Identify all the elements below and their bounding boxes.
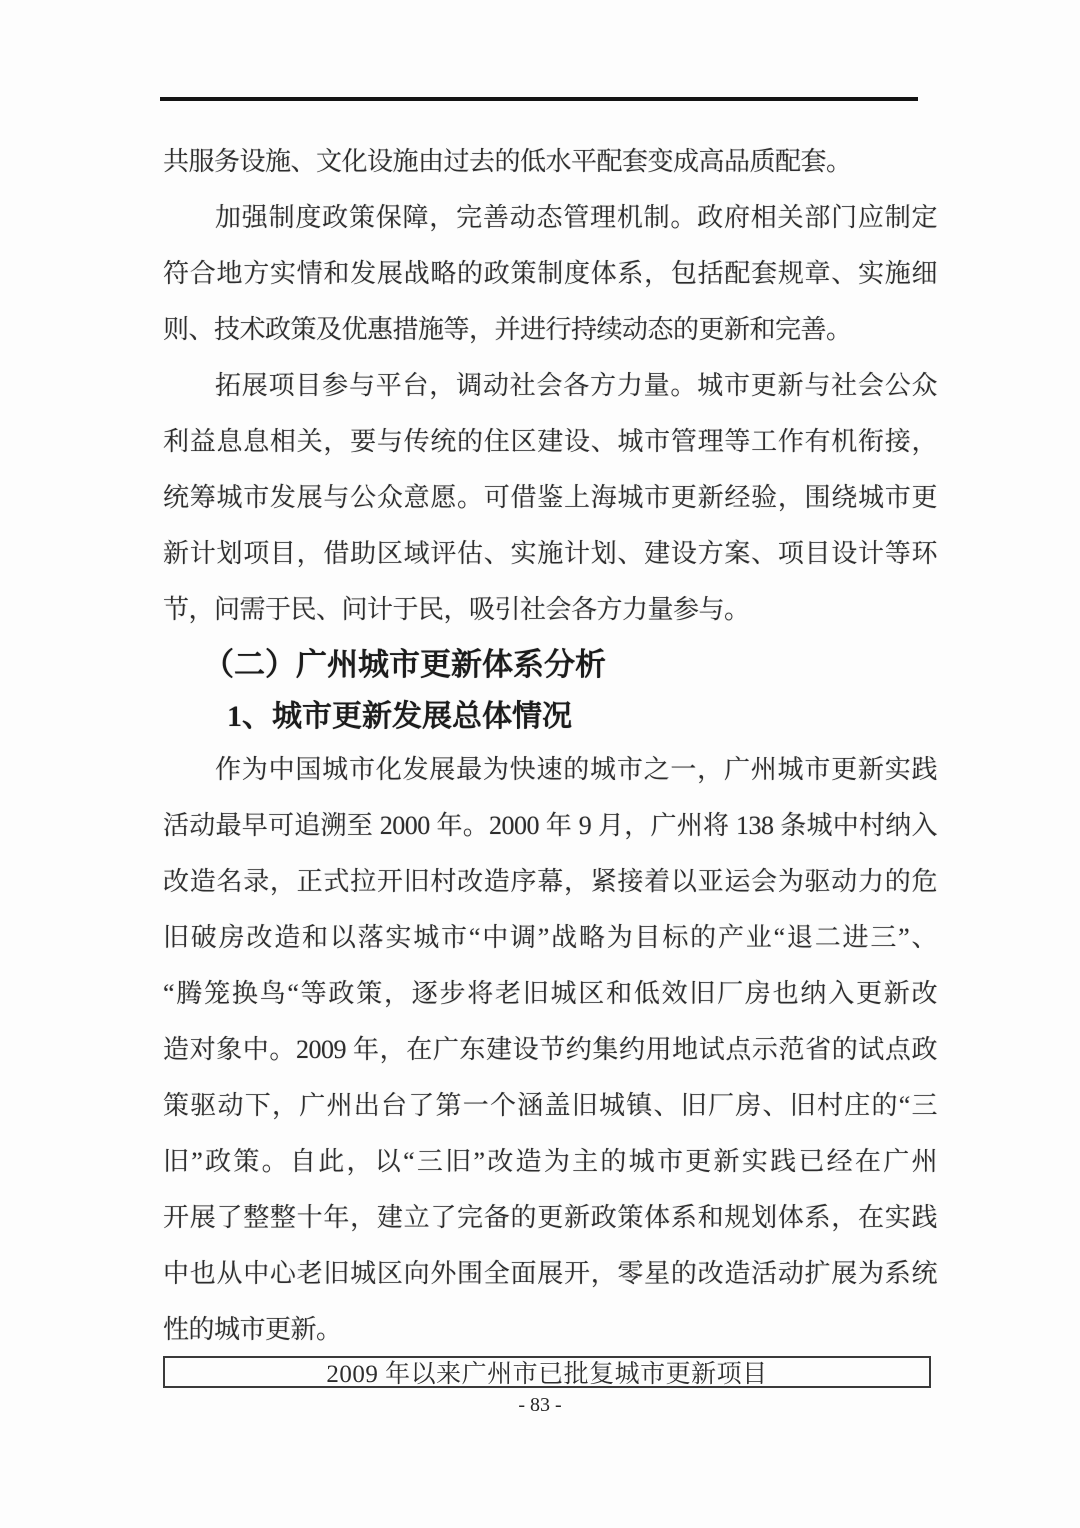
body-text-line: 共服务设施、文化设施由过去的低水平配套变成高品质配套。 — [163, 147, 852, 176]
body-text-line: 拓展项目参与平台，调动社会各方力量。城市更新与社会公众 — [215, 371, 937, 400]
body-text-line: 开展了整整十年，建立了完备的更新政策体系和规划体系，在实践 — [163, 1203, 937, 1232]
body-text-line: 统筹城市发展与公众意愿。可借鉴上海城市更新经验，围绕城市更 — [163, 483, 937, 512]
body-text-line: 改造名录，正式拉开旧村改造序幕，紧接着以亚运会为驱动力的危 — [163, 867, 937, 896]
body-text-line: 中也从中心老旧城区向外围全面展开，零星的改造活动扩展为系统 — [163, 1259, 937, 1288]
body-text-line: 旧破房改造和以落实城市“中调”战略为目标的产业“退二进三”、 — [163, 923, 937, 952]
header-rule — [160, 97, 918, 101]
body-text-line: “腾笼换鸟“等政策，逐步将老旧城区和低效旧厂房也纳入更新改 — [163, 979, 937, 1008]
body-text-line: 作为中国城市化发展最为快速的城市之一，广州城市更新实践 — [215, 755, 937, 784]
table-caption-box — [163, 1356, 931, 1388]
body-text-line: 则、技术政策及优惠措施等，并进行持续动态的更新和完善。 — [163, 315, 852, 344]
body-text-line: 节，问需于民、问计于民，吸引社会各方力量参与。 — [163, 595, 750, 624]
body-text-line: 性的城市更新。 — [163, 1315, 342, 1344]
body-text-line: 旧”政策。自此，以“三旧”改造为主的城市更新实践已经在广州 — [163, 1147, 937, 1176]
subsection-heading: 1、城市更新发展总体情况 — [227, 700, 572, 733]
body-text-line: 活动最早可追溯至 2000 年。2000 年 9 月，广州将 138 条城中村纳入 — [163, 811, 937, 840]
section-heading: （二）广州城市更新体系分析 — [203, 647, 606, 682]
body-text-line: 利益息息相关，要与传统的住区建设、城市管理等工作有机衔接， — [163, 427, 937, 456]
body-text-line: 符合地方实情和发展战略的政策制度体系，包括配套规章、实施细 — [163, 259, 937, 288]
table-caption-text: 2009 年以来广州市已批复城市更新项目 — [326, 1361, 768, 1388]
body-text-line: 加强制度政策保障，完善动态管理机制。政府相关部门应制定 — [215, 203, 937, 232]
page-number: - 83 - — [518, 1394, 562, 1416]
body-text-line: 造对象中。2009 年，在广东建设节约集约用地试点示范省的试点政 — [163, 1035, 937, 1064]
document-body — [163, 134, 937, 1358]
body-text-line: 策驱动下，广州出台了第一个涵盖旧城镇、旧厂房、旧村庄的“三 — [163, 1091, 937, 1120]
body-text-line: 新计划项目，借助区域评估、实施计划、建设方案、项目设计等环 — [163, 539, 937, 568]
